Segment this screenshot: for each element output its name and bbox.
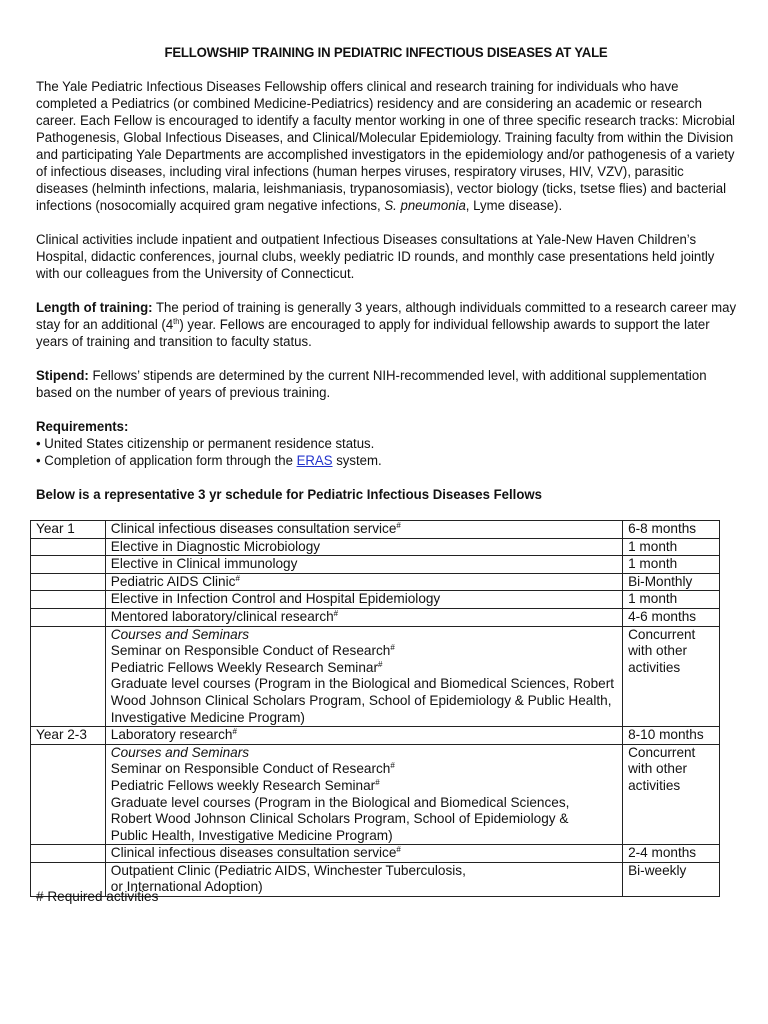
length-superscript: th — [173, 317, 180, 326]
footnote: # Required activities — [36, 889, 159, 904]
courses-heading: Courses and Seminars — [110, 744, 250, 760]
year-cell — [31, 538, 106, 556]
year-cell — [31, 608, 106, 626]
year-cell — [31, 744, 106, 845]
year-cell — [31, 626, 106, 727]
required-marker: # — [396, 845, 401, 855]
document-page — [36, 44, 736, 521]
table-row — [31, 538, 720, 556]
duration-cell: Bi-Monthly — [623, 573, 720, 591]
intro-text-end: , Lyme disease). — [465, 198, 563, 214]
required-marker: # — [390, 761, 395, 771]
year-cell — [31, 573, 106, 591]
table-row — [31, 521, 720, 539]
activity-cell: Mentored laboratory/clinical research# — [105, 608, 622, 626]
table-row — [31, 727, 720, 745]
duration-cell: Concurrent with other activities — [623, 626, 720, 727]
duration-cell: 1 month — [623, 538, 720, 556]
duration-cell: 1 month — [623, 556, 720, 574]
activity-cell: Courses and Seminars Seminar on Responsible Conduct of Research# Pediatric Fellows weekly Research Seminar# Graduate level courses (Program in the Biological and Biomedical Sciences, Robert Wood Johnson Clinical Scholars Program, School of Epidemiology & Public Health, Investigative Medicine Program) — [105, 744, 622, 845]
requirements-label: Requirements: — [36, 419, 129, 435]
schedule-heading: Below is a representative 3 yr schedule for Pediatric Infectious Diseases Fellows — [36, 487, 542, 503]
page-title: FELLOWSHIP TRAINING IN PEDIATRIC INFECTIOUS DISEASES AT YALE — [164, 44, 608, 60]
requirements-section — [36, 419, 687, 470]
activity-cell: Elective in Diagnostic Microbiology — [105, 538, 622, 556]
requirement-text-after: system. — [332, 453, 382, 469]
year-cell — [31, 845, 106, 863]
year-cell — [31, 556, 106, 574]
requirement-item — [36, 453, 687, 470]
activity-cell: Clinical infectious diseases consultation service# — [105, 521, 622, 539]
table-row — [31, 744, 720, 845]
stipend-text: Fellows’ stipends are determined by the current NIH-recommended level, with additional supplementation based on the number of years of previous training. — [36, 368, 707, 401]
required-marker: # — [390, 643, 395, 653]
required-marker: # — [333, 608, 339, 618]
required-marker: # — [235, 573, 240, 583]
length-text: The period of training is generally 3 years, although individuals committed to a research career may stay for an additional (4 — [36, 300, 737, 333]
activity-cell: Courses and Seminars Seminar on Responsible Conduct of Research# Pediatric Fellows Weekly Research Seminar# Graduate level courses (Program in the Biological and Biomedical Sciences, Robert Wood Johnson Clinical Scholars Program, School of Epidemiology & Public Health, Investigative Medicine Program) — [105, 626, 622, 727]
activity-cell: Clinical infectious diseases consultation service# — [105, 845, 622, 863]
duration-cell: Bi-weekly — [623, 862, 720, 896]
duration-cell: 2-4 months — [623, 845, 720, 863]
activity-cell: Elective in Infection Control and Hospital Epidemiology — [105, 591, 622, 609]
requirement-text: • Completion of application form through the — [36, 453, 297, 469]
year-cell — [31, 591, 106, 609]
year-cell: Year 2-3 — [31, 727, 106, 745]
courses-heading: Courses and Seminars — [110, 626, 250, 642]
table-row — [31, 845, 720, 863]
intro-italic-text: S. pneumonia — [384, 198, 466, 214]
intro-text: The Yale Pediatric Infectious Diseases Fellowship offers clinical and research training for individuals who have completed a Pediatrics (or combined Medicine-Pediatrics) residency and are considering an academic or research career. Each Fellow is encouraged to identify a faculty mentor working in one of three specific research tracks: Microbial Pathogenesis, Global Infectious Diseases, and Clinical/Molecular Epidemiology. Training faculty from within the Division and participating Yale Departments are accomplished investigators in the epidemiology and/or pathogenesis of a variety of infectious diseases, including viral infections (human herpes viruses, respiratory viruses, HIV, VZV), parasitic diseases (helminth infections, malaria, leishmaniasis, trypanosomiasis), vector biology (ticks, tsetse flies) and bacterial infections (nosocomially acquired gram negative infections, — [36, 79, 735, 214]
activity-cell: Pediatric AIDS Clinic# — [105, 573, 622, 591]
duration-cell: Concurrent with other activities — [623, 744, 720, 845]
activity-cell: Elective in Clinical immunology — [105, 556, 622, 574]
activity-cell: Outpatient Clinic (Pediatric AIDS, Winchester Tuberculosis, or International Adoption) — [105, 862, 622, 896]
duration-cell: 8-10 months — [623, 727, 720, 745]
table-row — [31, 573, 720, 591]
required-marker: # — [377, 659, 383, 669]
table-row — [31, 556, 720, 574]
length-paragraph — [36, 300, 738, 351]
duration-cell: 6-8 months — [623, 521, 720, 539]
table-row — [31, 608, 720, 626]
stipend-label: Stipend: — [36, 368, 89, 384]
table-row — [31, 626, 720, 727]
activity-cell: Laboratory research# — [105, 727, 622, 745]
table-row — [31, 591, 720, 609]
required-marker: # — [232, 727, 237, 737]
requirement-item: • United States citizenship or permanent residence status. — [36, 436, 375, 452]
year-cell: Year 1 — [31, 521, 106, 539]
required-marker: # — [396, 521, 401, 530]
stipend-paragraph — [36, 368, 738, 402]
schedule-table — [30, 520, 720, 897]
eras-link[interactable]: ERAS — [296, 453, 333, 469]
length-label: Length of training: — [36, 300, 153, 316]
intro-paragraph — [36, 79, 738, 215]
duration-cell: 4-6 months — [623, 608, 720, 626]
clinical-paragraph: Clinical activities include inpatient and outpatient Infectious Diseases consultations at Yale-New Haven Children’s Hospital, didactic conferences, journal clubs, weekly pediatric ID rounds, and monthly case presentations held jointly with our colleagues from the University of Connecticut. — [36, 232, 715, 282]
duration-cell: 1 month — [623, 591, 720, 609]
length-text-after: ) year. Fellows are encouraged to apply for individual fellowship awards to support the later years of training and transition to faculty status. — [36, 317, 710, 350]
required-marker: # — [375, 777, 380, 787]
